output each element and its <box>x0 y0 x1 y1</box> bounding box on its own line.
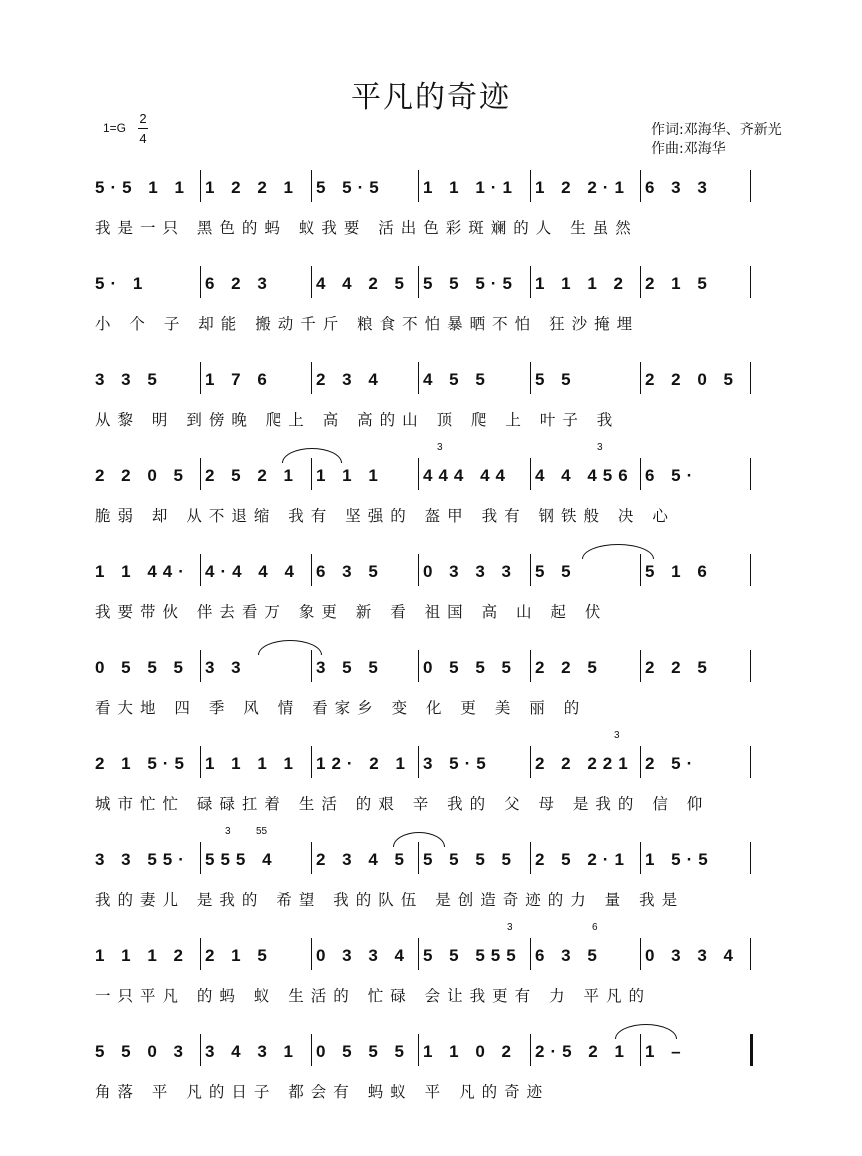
measure: 5·5 1 1 <box>95 178 190 197</box>
lyric-line: 从黎 明 到傍晚 爬上 高 高的山 顶 爬 上 叶子 我 <box>95 411 620 429</box>
barline <box>418 458 419 490</box>
lyric-line: 一只平凡 的蚂 蚁 生活的 忙碌 会让我更有 力 平凡的 <box>95 987 651 1005</box>
lyric-line: 角落 平 凡的日子 都会有 蚂蚁 平 凡的奇迹 <box>95 1083 550 1101</box>
measure: 1 – <box>645 1042 687 1061</box>
barline <box>418 650 419 682</box>
barline <box>311 1034 312 1066</box>
barline <box>750 362 751 394</box>
measure: 6 3 5 <box>535 946 603 965</box>
barline <box>750 170 751 202</box>
measure: 3 3 <box>205 658 247 677</box>
barline <box>311 554 312 586</box>
measure: 12· 2 1 <box>316 754 411 773</box>
measure: 4·4 4 4 <box>205 562 300 581</box>
measure: 0 3 3 4 <box>645 946 739 965</box>
score-row <box>0 730 862 832</box>
measure: 0 5 5 5 <box>423 658 517 677</box>
measure: 2 3 4 5 <box>316 850 410 869</box>
barline <box>530 1034 531 1066</box>
time-numerator: 2 <box>139 111 147 126</box>
measure: 2 5· <box>645 754 699 773</box>
barline <box>200 938 201 970</box>
barline <box>311 170 312 202</box>
measure: 5· 1 <box>95 274 149 293</box>
score-row <box>0 922 862 1024</box>
measure: 6 2 3 <box>205 274 273 293</box>
grace-note: 55 <box>256 826 268 837</box>
barline <box>640 266 641 298</box>
measure: 2·5 2 1 <box>535 1042 630 1061</box>
measure: 1 1 1 2 <box>535 274 629 293</box>
measure: 5 5 <box>535 370 577 389</box>
measure: 0 3 3 4 <box>316 946 410 965</box>
measure: 1 1 1 1 <box>205 754 299 773</box>
lyric-line: 城市忙忙 碌碌扛着 生活 的艰 辛 我的 父 母 是我的 信 仰 <box>95 795 710 813</box>
barline <box>750 938 751 970</box>
key-signature: 1=G <box>103 121 127 135</box>
barline <box>750 842 751 874</box>
measure: 2 2 221 <box>535 754 634 773</box>
time-signature <box>137 110 149 147</box>
lyric-line: 我要带伙 伴去看万 象更 新 看 祖国 高 山 起 伏 <box>95 603 608 621</box>
composer-credit: 作曲:邓海华 <box>651 141 726 157</box>
barline <box>418 266 419 298</box>
measure: 2 2 0 5 <box>95 466 189 485</box>
barline <box>640 170 641 202</box>
barline <box>200 170 201 202</box>
measure: 0 5 5 5 <box>95 658 189 677</box>
barline <box>311 362 312 394</box>
measure: 2 5 2 1 <box>205 466 299 485</box>
barline <box>418 170 419 202</box>
final-barline <box>750 1034 753 1066</box>
barline <box>530 746 531 778</box>
score-row <box>0 550 862 640</box>
measure: 3 3 5 <box>95 370 163 389</box>
measure: 1 2 2 1 <box>205 178 299 197</box>
slur-mark <box>393 832 445 847</box>
measure: 5 5·5 <box>316 178 385 197</box>
score-row <box>0 826 862 928</box>
measure: 1 1 44· <box>95 562 190 581</box>
lyric-line: 我是一只 黑色的蚂 蚁我要 活出色彩斑斓的人 生虽然 <box>95 219 638 237</box>
measure: 5 5 555 <box>423 946 522 965</box>
lyric-line: 看大地 四 季 风 情 看家乡 变 化 更 美 丽 的 <box>95 699 587 717</box>
measure: 3 5 5 <box>316 658 384 677</box>
barline <box>640 650 641 682</box>
barline <box>530 362 531 394</box>
barline <box>418 938 419 970</box>
barline <box>311 938 312 970</box>
measure: 2 2 5 <box>535 658 603 677</box>
measure: 1 2 2·1 <box>535 178 630 197</box>
measure: 5 5 0 3 <box>95 1042 189 1061</box>
score-row <box>0 1030 862 1120</box>
barline <box>311 746 312 778</box>
measure: 2 5 2·1 <box>535 850 630 869</box>
measure: 1 5·5 <box>645 850 714 869</box>
measure: 4 4 2 5 <box>316 274 410 293</box>
barline <box>418 1034 419 1066</box>
barline <box>640 842 641 874</box>
barline <box>530 554 531 586</box>
measure: 2 1 5·5 <box>95 754 190 773</box>
measure: 5 5 5·5 <box>423 274 518 293</box>
barline <box>200 362 201 394</box>
time-denominator: 4 <box>139 131 147 146</box>
lyric-line: 脆弱 却 从不退缩 我有 坚强的 盔甲 我有 钢铁般 决 心 <box>95 507 675 525</box>
measure: 0 5 5 5 <box>316 1042 410 1061</box>
measure: 555 4 <box>205 850 278 869</box>
measure: 2 3 4 <box>316 370 384 389</box>
measure: 5 1 6 <box>645 562 713 581</box>
measure: 5 5 5 5 <box>423 850 517 869</box>
measure: 3 3 55· <box>95 850 190 869</box>
triplet-mark: 3 <box>437 442 443 453</box>
barline <box>200 842 201 874</box>
measure: 1 1 1 <box>316 466 384 485</box>
measure: 6 3 5 <box>316 562 384 581</box>
score-row <box>0 646 862 736</box>
barline <box>418 362 419 394</box>
slur-mark <box>582 544 654 559</box>
barline <box>200 554 201 586</box>
lyric-line: 小 个 子 却能 搬动千斤 粮食不怕暴晒不怕 狂沙掩埋 <box>95 315 640 333</box>
slur-mark <box>282 448 342 463</box>
score-row <box>0 262 862 352</box>
barline <box>200 1034 201 1066</box>
grace-note: 6 <box>592 922 598 933</box>
measure: 2 1 5 <box>205 946 273 965</box>
measure: 2 2 0 5 <box>645 370 739 389</box>
barline <box>640 458 641 490</box>
lyricist-credit: 作词:邓海华、齐新光 <box>651 122 782 138</box>
barline <box>311 842 312 874</box>
measure: 1 1 1 2 <box>95 946 189 965</box>
measure: 444 44 <box>423 466 511 485</box>
barline <box>530 842 531 874</box>
barline <box>640 746 641 778</box>
barline <box>640 362 641 394</box>
measure: 2 2 5 <box>645 658 713 677</box>
measure: 1 1 1·1 <box>423 178 518 197</box>
measure: 1 7 6 <box>205 370 273 389</box>
slur-mark <box>258 640 322 655</box>
barline <box>200 746 201 778</box>
measure: 0 3 3 3 <box>423 562 517 581</box>
barline <box>311 266 312 298</box>
triplet-mark: 3 <box>507 922 513 933</box>
barline <box>530 458 531 490</box>
measure: 3 5·5 <box>423 754 492 773</box>
measure: 3 4 3 1 <box>205 1042 299 1061</box>
score-row <box>0 166 862 256</box>
lyric-line: 我的妻儿 是我的 希望 我的队伍 是创造奇迹的力 量 我是 <box>95 891 685 909</box>
barline <box>750 266 751 298</box>
barline <box>640 938 641 970</box>
barline <box>530 938 531 970</box>
barline <box>750 554 751 586</box>
measure: 2 1 5 <box>645 274 713 293</box>
barline <box>200 266 201 298</box>
measure: 6 5· <box>645 466 699 485</box>
measure: 4 4 456 <box>535 466 634 485</box>
score-row <box>0 442 862 544</box>
measure: 4 5 5 <box>423 370 491 389</box>
song-title: 平凡的奇迹 <box>351 80 511 115</box>
barline <box>418 746 419 778</box>
triplet-mark: 3 <box>597 442 603 453</box>
barline <box>750 650 751 682</box>
barline <box>200 650 201 682</box>
measure: 6 3 3 <box>645 178 713 197</box>
score-row <box>0 358 862 448</box>
barline <box>750 746 751 778</box>
barline <box>750 458 751 490</box>
measure: 5 5 <box>535 562 577 581</box>
barline <box>530 266 531 298</box>
barline <box>530 170 531 202</box>
measure: 1 1 0 2 <box>423 1042 517 1061</box>
barline <box>530 650 531 682</box>
barline <box>200 458 201 490</box>
barline <box>418 554 419 586</box>
triplet-mark: 3 <box>614 730 620 741</box>
slur-mark <box>615 1024 677 1039</box>
triplet-mark: 3 <box>225 826 231 837</box>
